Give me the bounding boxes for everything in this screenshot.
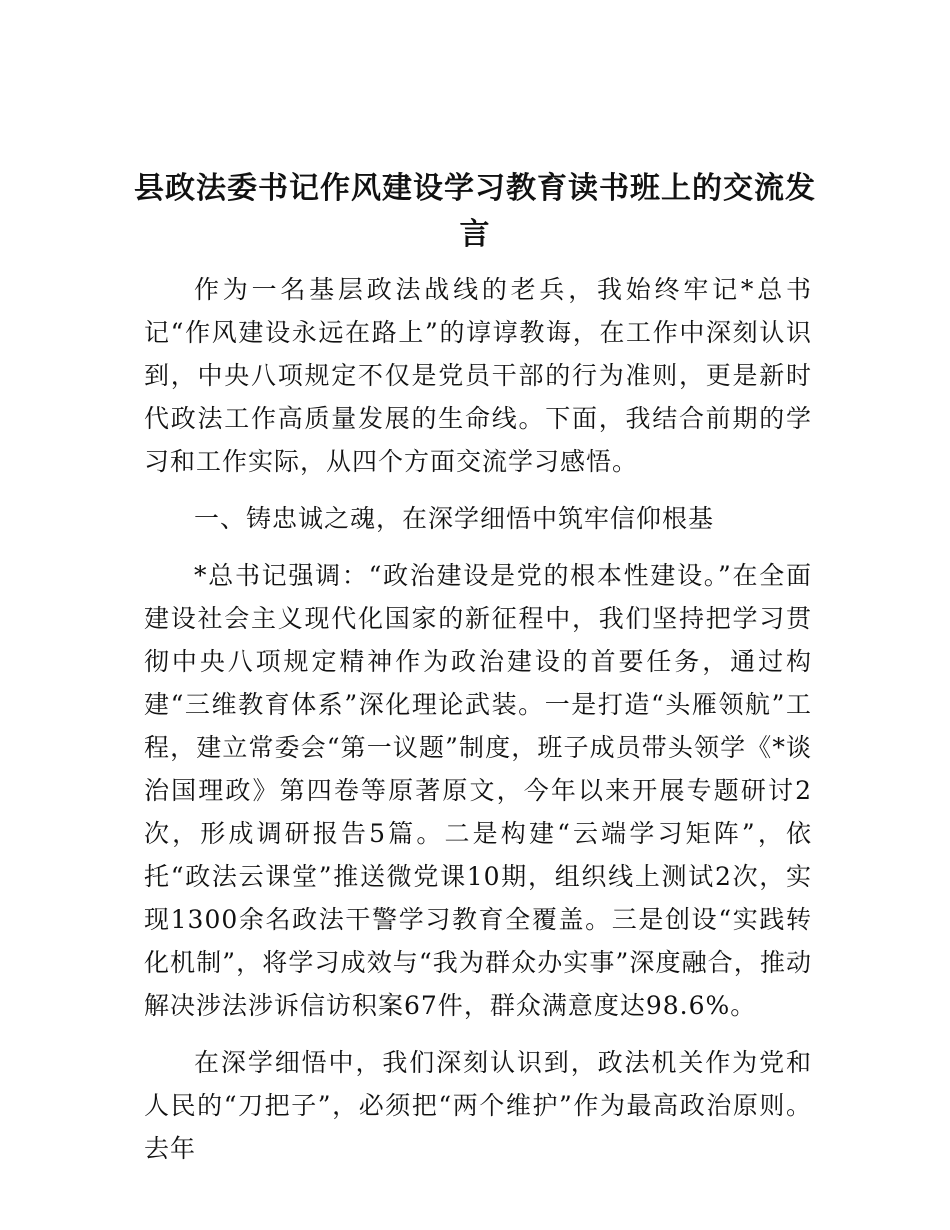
document-body [144,268,812,1184]
section-heading: 一、铸忠诚之魂，在深学细悟中筑牢信仰根基 [194,504,715,533]
body-paragraph: *总书记强调：“政治建设是党的根本性建设。”在全面建设社会主义现代化国家的新征程中，我们坚持把学习贯彻中央八项规定精神作为政治建设的首要任务，通过构建“三维教育体系”深化理论武装。一是打造“头雁领航”工程，建立常委会“第一议题”制度，班子成员带头领学《*谈治国理政》第四卷等原著原文，今年以来开展专题研讨2次，形成调研报告5篇。二是构建“云端学习矩阵”，依托“政法云课堂”推送微党课10期，组织线上测试2次，实现1300余名政法干警学习教育全覆盖。三是创设“实践转化机制”，将学习成效与“我为群众办实事”深度融合，推动解决涉法涉诉信访积案67件，群众满意度达98.6%。 [144,561,812,1020]
document-title: 县政法委书记作风建设学习教育读书班上的交流发言 [134,171,816,252]
body-paragraph: 在深学细悟中，我们深刻认识到，政法机关作为党和人民的“刀把子”，必须把“两个维护”作为最高政治原则。去年 [144,1048,812,1163]
intro-paragraph: 作为一名基层政法战线的老兵，我始终牢记*总书记“作风建设永远在路上”的谆谆教诲，在工作中深刻认识到，中央八项规定不仅是党员干部的行为准则，更是新时代政法工作高质量发展的生命线。下面，我结合前期的学习和工作实际，从四个方面交流学习感悟。 [144,275,812,476]
